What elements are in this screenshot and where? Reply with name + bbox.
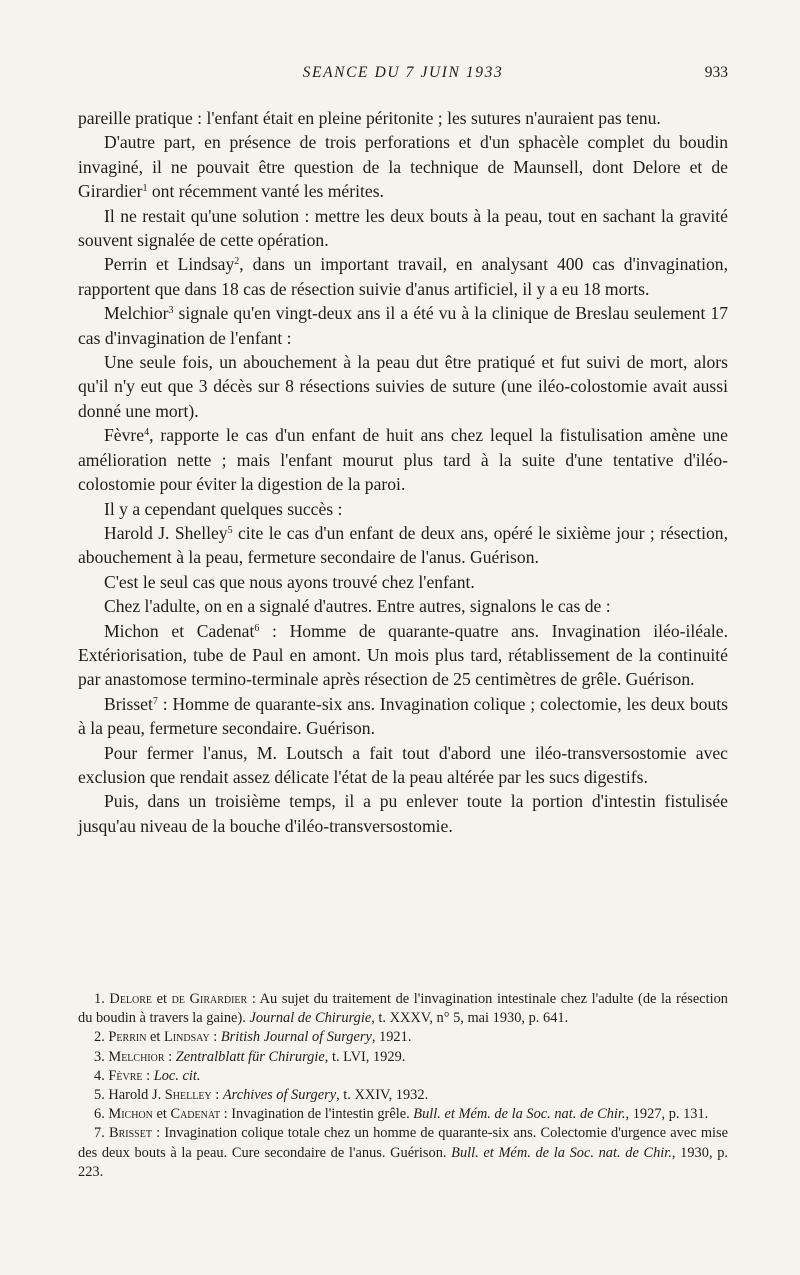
running-head: [78, 64, 728, 86]
footnote: 6. Michon et Cadenat : Invagination de l'intestin grêle. Bull. et Mém. de la Soc. nat. de Chir., 1927, p. 131.: [94, 1106, 709, 1123]
paragraph: Michon et Cadenat$^6$ : Homme de quarante-quatre ans. Invagination iléo-iléale. Extériorisation, tube de Paul en amont. Un mois plus tard, rétablissement de la continuité par anastomose termino-terminale après résection de 25 centimètres de grêle. Guérison.: [78, 620, 728, 690]
paragraph: Il y a cependant quelques succès :: [104, 498, 343, 519]
footnote-ref: 1: [142, 183, 148, 195]
footnote: 3. Melchior : Zentralblatt für Chirurgie, t. LVI, 1929.: [94, 1048, 406, 1065]
footnote-ref: 2: [234, 256, 240, 268]
footnote-ref: 6: [254, 622, 260, 634]
running-title: SEANCE DU 7 JUIN 1933: [302, 64, 504, 81]
footnote: 1. Delore et de Girardier : Au sujet du traitement de l'invagination intestinale chez l'adulte (de la résection du boudin à travers la gaine). Journal de Chirurgie, t. XXXV, n° 5, mai 1930, p. 641.: [78, 991, 728, 1027]
footnote-ref: 7: [152, 695, 158, 707]
footnote: 5. Harold J. Shelley : Archives of Surgery, t. XXIV, 1932.: [94, 1087, 429, 1104]
paragraph: Perrin et Lindsay$^2$, dans un important travail, en analysant 400 cas d'invagination, rapportent que dans 18 cas de résection suivie d'anus artificiel, il y a eu 18 morts.: [78, 254, 729, 299]
footnote-ref: 5: [227, 524, 233, 536]
footnote: 4. Fèvre : Loc. cit.: [94, 1067, 201, 1084]
footnote: 7. Brisset : Invagination colique totale chez un homme de quarante-six ans. Colectomie d'urgence avec mise des deux bouts à la peau. Cure secondaire de l'anus. Guérison. Bull. et Mém. de la Soc. nat. de Chir., 1930, p. 223.: [78, 1125, 728, 1180]
body-text: [78, 106, 728, 838]
footnote-ref: 3: [168, 305, 174, 317]
footnotes: [78, 990, 728, 1182]
paragraph: Fèvre$^4$, rapporte le cas d'un enfant de huit ans chez lequel la fistulisation amène une amélioration nette ; mais l'enfant mourut plus tard à la suite d'une tentative d'iléo-colostomie pour éviter la digestion de la paroi.: [78, 425, 728, 495]
footnote: 2. Perrin et Lindsay : British Journal of Surgery, 1921.: [94, 1029, 412, 1046]
paragraph: D'autre part, en présence de trois perforations et d'un sphacèle complet du boudin invaginé, il ne pouvait être question de la technique de Maunsell, dont Delore et de Girardier$^1$ ont récemment vanté les mérites.: [78, 132, 728, 202]
paragraph: Pour fermer l'anus, M. Loutsch a fait tout d'abord une iléo-transversostomie avec exclusion que rendait assez délicate l'état de la peau altérée par les sucs digestifs.: [78, 742, 728, 787]
paragraph: Brisset$^7$ : Homme de quarante-six ans. Invagination colique ; colectomie, les deux bouts à la peau, fermeture secondaire. Guérison.: [78, 693, 728, 739]
paragraph: Harold J. Shelley$^5$ cite le cas d'un enfant de deux ans, opéré le sixième jour ; résection, abouchement à la peau, fermeture secondaire de l'anus. Guérison.: [78, 522, 729, 568]
paragraph: Il ne restait qu'une solution : mettre les deux bouts à la peau, tout en sachant la gravité souvent signalée de cette opération.: [78, 205, 728, 251]
paragraph: pareille pratique : l'enfant était en pleine péritonite ; les sutures n'auraient pas tenu.: [78, 108, 661, 128]
paragraph: Puis, dans un troisième temps, il a pu enlever toute la portion d'intestin fistulisée jusqu'au niveau de la bouche d'iléo-transversostomie.: [78, 791, 728, 836]
paragraph: Chez l'adulte, on en a signalé d'autres. Entre autres, signalons le cas de :: [104, 596, 611, 617]
footnote-ref: 4: [144, 427, 150, 439]
page-number: 933: [704, 64, 728, 81]
paragraph: Melchior$^3$ signale qu'en vingt-deux ans il a été vu à la clinique de Breslau seulement 17 cas d'invagination de l'enfant :: [78, 303, 728, 348]
paragraph: Une seule fois, un abouchement à la peau dut être pratiqué et fut suivi de mort, alors qu'il n'y eut que 3 décès sur 8 résections suivies de suture (une iléo-colostomie avait aussi donné une mort).: [78, 352, 728, 421]
paragraph: C'est le seul cas que nous ayons trouvé chez l'enfant.: [104, 571, 475, 592]
